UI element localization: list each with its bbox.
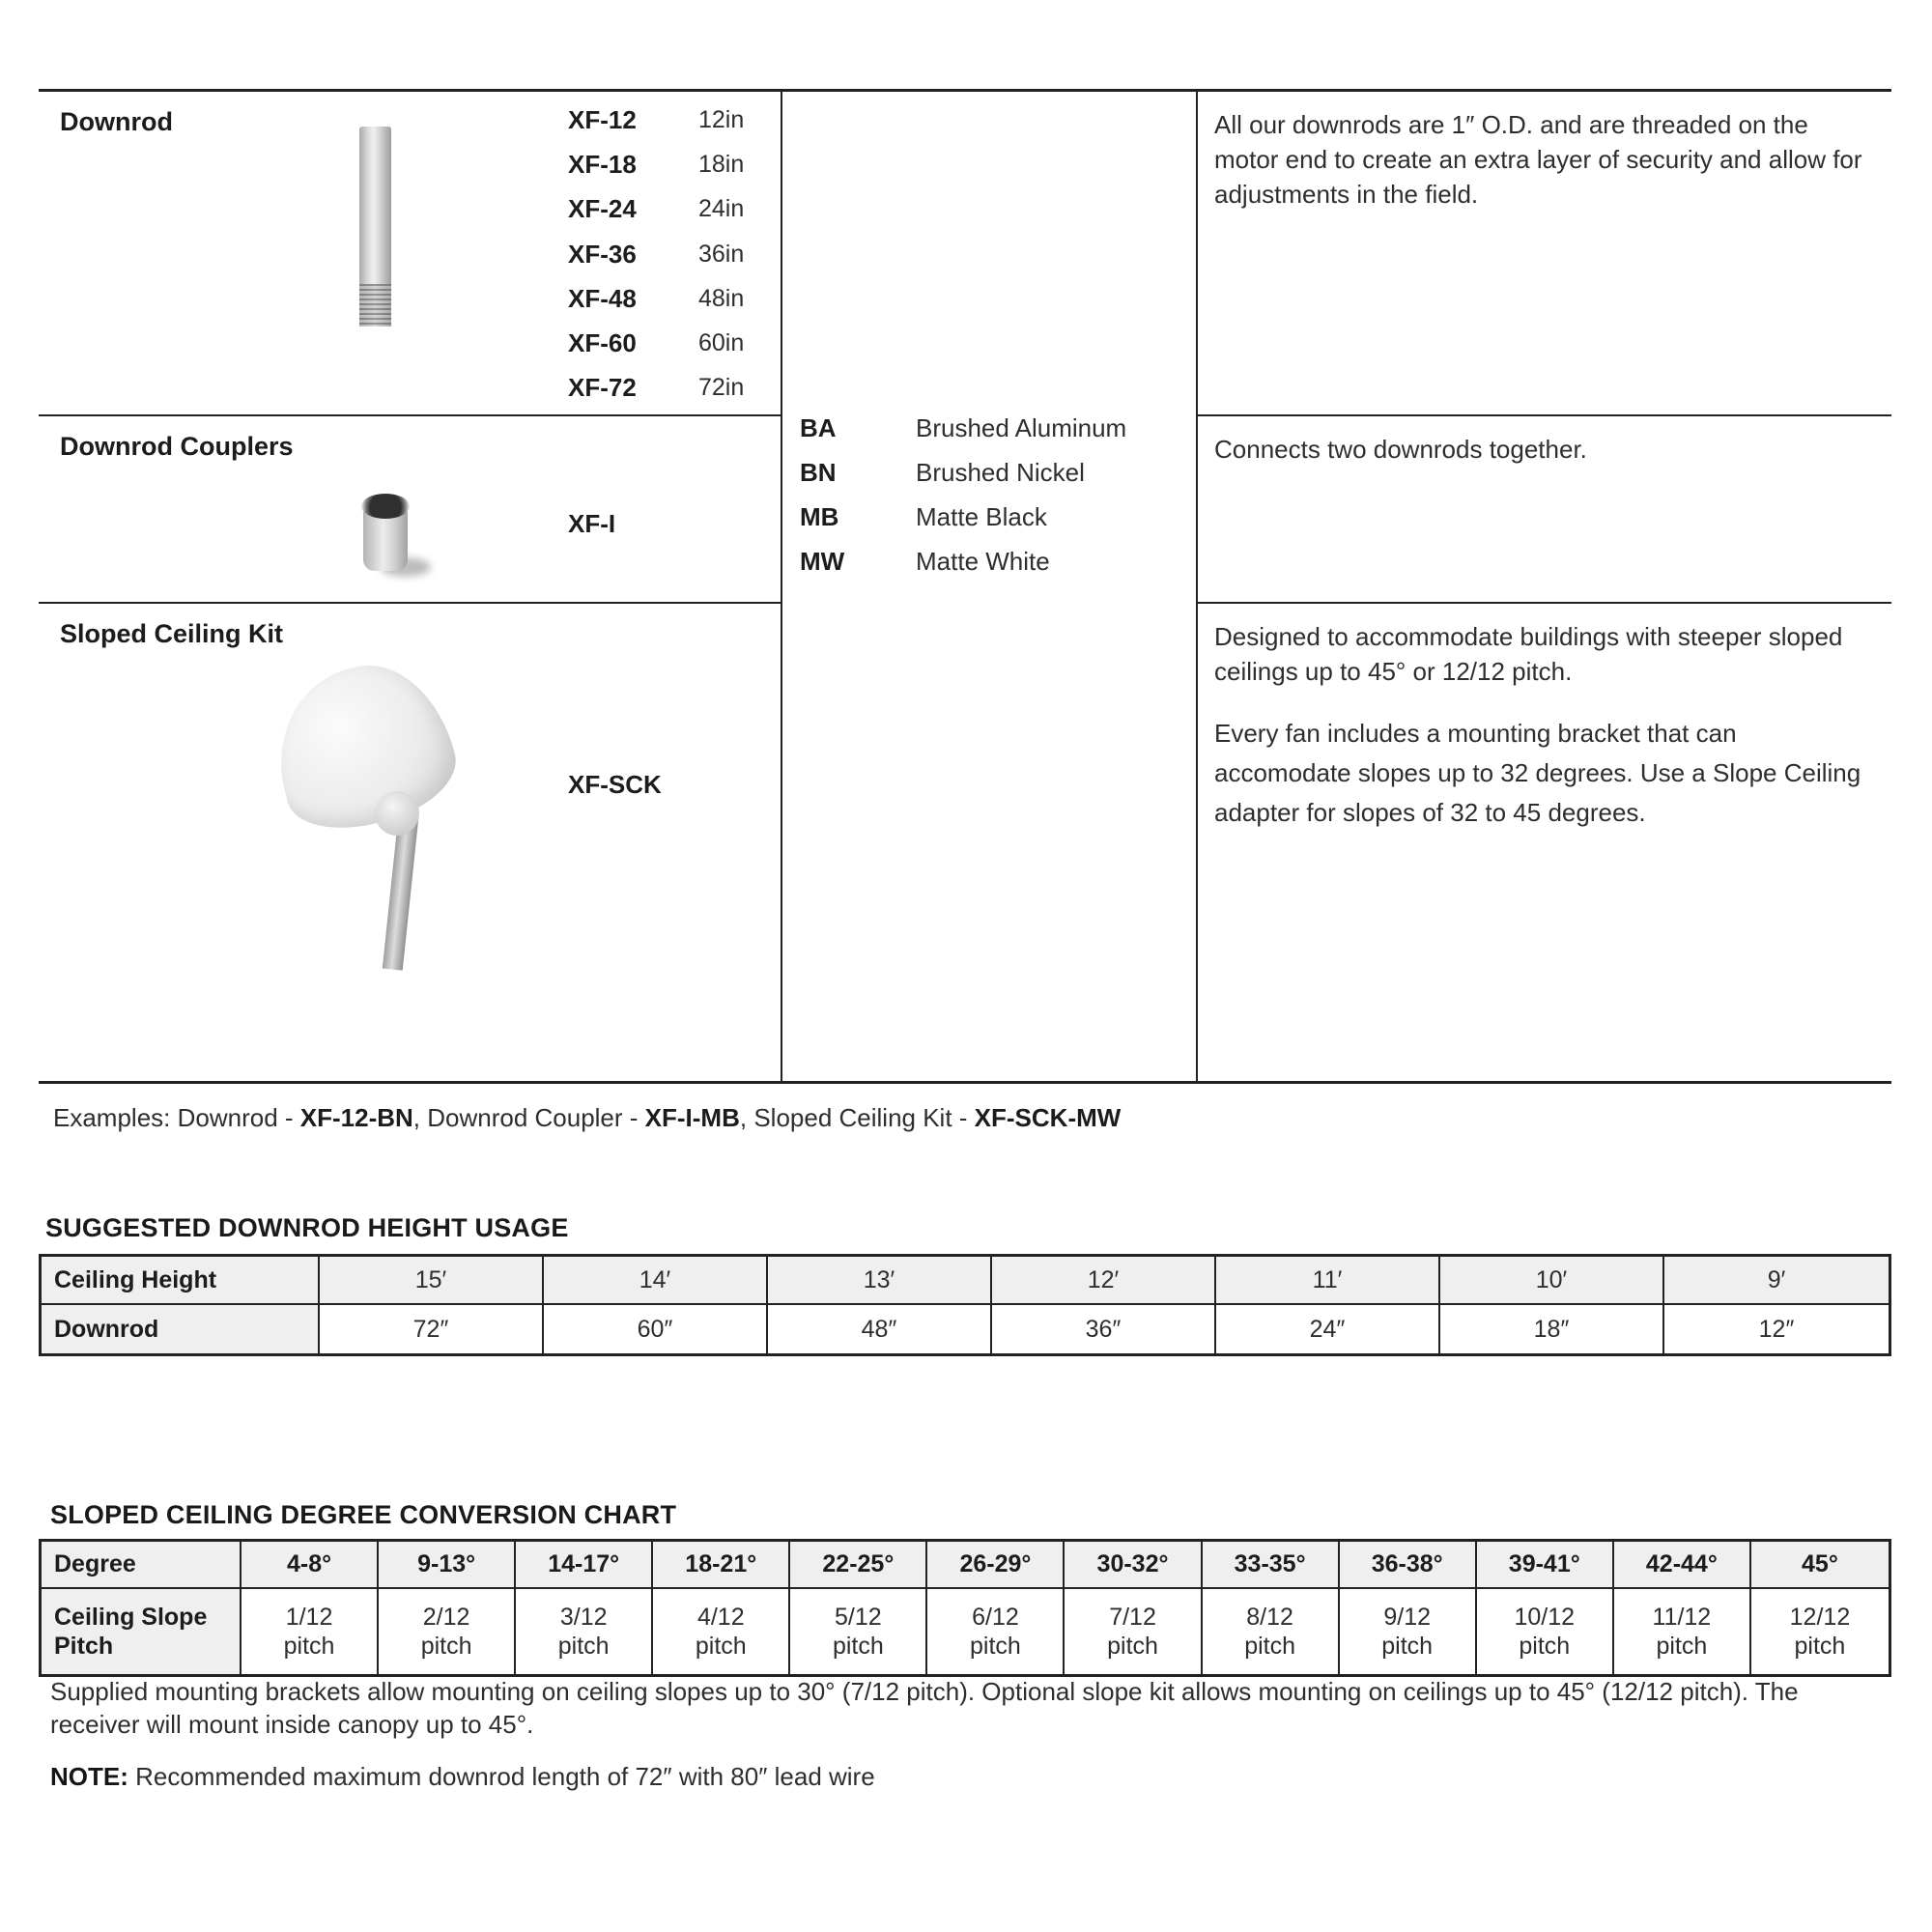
finish-code: MB — [800, 501, 839, 531]
finish-row — [782, 406, 1196, 450]
downrod-description — [1198, 92, 1891, 416]
finish-code: BN — [800, 457, 837, 487]
model-code: XF-48 — [568, 283, 637, 313]
products-column — [39, 92, 781, 1081]
pitch-row-label: Ceiling Slope Pitch — [42, 1589, 242, 1674]
finish-row — [782, 539, 1196, 583]
downrod-image — [359, 127, 391, 327]
pitch-value: 8/12 pitch — [1203, 1589, 1340, 1674]
mounting-note-paragraph: Supplied mounting brackets allow mounting on ceiling slopes up to 30° (7/12 pitch). Optional slope kit allows mounting on ceilings up to 45° (12/12 pitch). The receiver will mount inside canopy up to 45°. — [50, 1677, 1799, 1739]
degree-range: 36-38° — [1340, 1542, 1477, 1589]
degree-conversion-table — [39, 1539, 1891, 1677]
degree-row-label: Degree — [42, 1542, 242, 1589]
examples-text: , Downrod Coupler - — [412, 1103, 645, 1132]
model-code: XF-18 — [568, 149, 637, 179]
model-length: 24in — [698, 195, 745, 223]
finish-name: Matte Black — [916, 501, 1047, 531]
downrod-length-value: 12″ — [1664, 1305, 1889, 1353]
sloped-kit-code: XF-SCK — [568, 770, 662, 799]
pitch-value: 10/12 pitch — [1477, 1589, 1614, 1674]
note-text: Recommended maximum downrod length of 72″ with 80″ lead wire — [128, 1762, 875, 1791]
degree-range: 39-41° — [1477, 1542, 1614, 1589]
model-length: 12in — [698, 105, 745, 133]
note-label: NOTE: — [50, 1762, 128, 1791]
ceiling-height-value: 10′ — [1440, 1257, 1664, 1305]
finish-row — [782, 495, 1196, 539]
degree-range: 26-29° — [927, 1542, 1065, 1589]
coupler-description-text: Connects two downrods together. — [1214, 435, 1587, 464]
downrod-length-value: 24″ — [1216, 1305, 1440, 1353]
model-row — [568, 187, 790, 232]
pitch-value: 9/12 pitch — [1340, 1589, 1477, 1674]
sloped-kit-title: Sloped Ceiling Kit — [60, 619, 284, 648]
downrod-length-value: 18″ — [1440, 1305, 1664, 1353]
examples-line — [53, 1103, 1121, 1133]
coupler-title: Downrod Couplers — [60, 432, 294, 461]
downrod-height-table — [39, 1254, 1891, 1356]
model-length: 72in — [698, 374, 745, 402]
ceiling-height-value: 12′ — [992, 1257, 1216, 1305]
finish-name: Brushed Nickel — [916, 457, 1085, 487]
model-length: 60in — [698, 329, 745, 357]
sloped-kit-description — [1198, 604, 1891, 1081]
finishes-column — [781, 92, 1198, 1081]
coupler-description — [1198, 416, 1891, 604]
degree-range: 30-32° — [1065, 1542, 1202, 1589]
descriptions-column — [1198, 92, 1891, 1081]
sloped-kit-row — [39, 604, 781, 1081]
example-sloped-kit-code: XF-SCK-MW — [974, 1103, 1122, 1132]
model-row — [568, 232, 790, 276]
pitch-value: 3/12 pitch — [516, 1589, 653, 1674]
model-row — [568, 98, 790, 142]
finish-name: Brushed Aluminum — [916, 412, 1127, 442]
model-length: 18in — [698, 150, 745, 178]
finish-code: MW — [800, 546, 845, 576]
downrod-row — [39, 92, 781, 416]
downrod-row-label: Downrod — [42, 1305, 320, 1353]
downrod-length-value: 48″ — [768, 1305, 992, 1353]
ceiling-height-value: 11′ — [1216, 1257, 1440, 1305]
model-code: XF-60 — [568, 328, 637, 358]
pitch-value: 5/12 pitch — [790, 1589, 927, 1674]
degree-range: 14-17° — [516, 1542, 653, 1589]
degree-range: 42-44° — [1614, 1542, 1751, 1589]
spec-table — [39, 89, 1891, 1084]
degree-range: 45° — [1751, 1542, 1889, 1589]
degree-range: 33-35° — [1203, 1542, 1340, 1589]
degree-chart-heading: SLOPED CEILING DEGREE CONVERSION CHART — [50, 1500, 677, 1529]
model-row — [568, 276, 790, 321]
ceiling-height-value: 13′ — [768, 1257, 992, 1305]
downrod-length-value: 60″ — [544, 1305, 768, 1353]
downrod-table-heading: SUGGESTED DOWNROD HEIGHT USAGE — [45, 1213, 569, 1242]
downrod-title: Downrod — [60, 107, 173, 136]
degree-range: 4-8° — [242, 1542, 379, 1589]
sloped-kit-description-p1: Designed to accommodate buildings with steeper sloped ceilings up to 45° or 12/12 pitch. — [1214, 622, 1843, 686]
model-row — [568, 321, 790, 365]
downrod-length-value: 72″ — [320, 1305, 544, 1353]
pitch-value: 7/12 pitch — [1065, 1589, 1202, 1674]
model-code: XF-72 — [568, 373, 637, 403]
model-row — [568, 366, 790, 411]
coupler-image — [359, 494, 415, 579]
ceiling-height-value: 15′ — [320, 1257, 544, 1305]
model-code: XF-24 — [568, 194, 637, 224]
finish-row — [782, 450, 1196, 495]
ceiling-height-value: 14′ — [544, 1257, 768, 1305]
note-line — [50, 1762, 875, 1792]
example-downrod-code: XF-12-BN — [299, 1103, 413, 1132]
model-code: XF-12 — [568, 104, 637, 134]
degree-range: 9-13° — [379, 1542, 516, 1589]
model-row — [568, 142, 790, 186]
coupler-row — [39, 416, 781, 604]
model-length: 36in — [698, 240, 745, 268]
pitch-value: 1/12 pitch — [242, 1589, 379, 1674]
sloped-kit-description-p2: Every fan includes a mounting bracket that can accomodate slopes up to 32 degrees. Use a Slope Ceiling adapter for slopes of 32 to 45 degrees. — [1214, 719, 1861, 827]
ceiling-height-label: Ceiling Height — [42, 1257, 320, 1305]
pitch-value: 4/12 pitch — [653, 1589, 790, 1674]
pitch-value: 12/12 pitch — [1751, 1589, 1889, 1674]
ceiling-height-value: 9′ — [1664, 1257, 1889, 1305]
pitch-value: 11/12 pitch — [1614, 1589, 1751, 1674]
downrod-length-value: 36″ — [992, 1305, 1216, 1353]
degree-range: 22-25° — [790, 1542, 927, 1589]
pitch-value: 2/12 pitch — [379, 1589, 516, 1674]
degree-range: 18-21° — [653, 1542, 790, 1589]
model-code: XF-36 — [568, 239, 637, 269]
finish-code: BA — [800, 412, 837, 442]
downrod-model-list — [568, 98, 790, 411]
pitch-value: 6/12 pitch — [927, 1589, 1065, 1674]
sloped-kit-image — [276, 668, 469, 967]
coupler-code: XF-I — [568, 509, 616, 538]
finish-name: Matte White — [916, 546, 1050, 576]
model-length: 48in — [698, 284, 745, 312]
examples-text: Examples: Downrod - — [53, 1103, 300, 1132]
downrod-threads — [359, 284, 391, 327]
example-coupler-code: XF-I-MB — [644, 1103, 740, 1132]
examples-text: , Sloped Ceiling Kit - — [739, 1103, 975, 1132]
downrod-description-text: All our downrods are 1″ O.D. and are threaded on the motor end to create an extra layer of security and allow for adjustments in the field. — [1214, 110, 1862, 209]
